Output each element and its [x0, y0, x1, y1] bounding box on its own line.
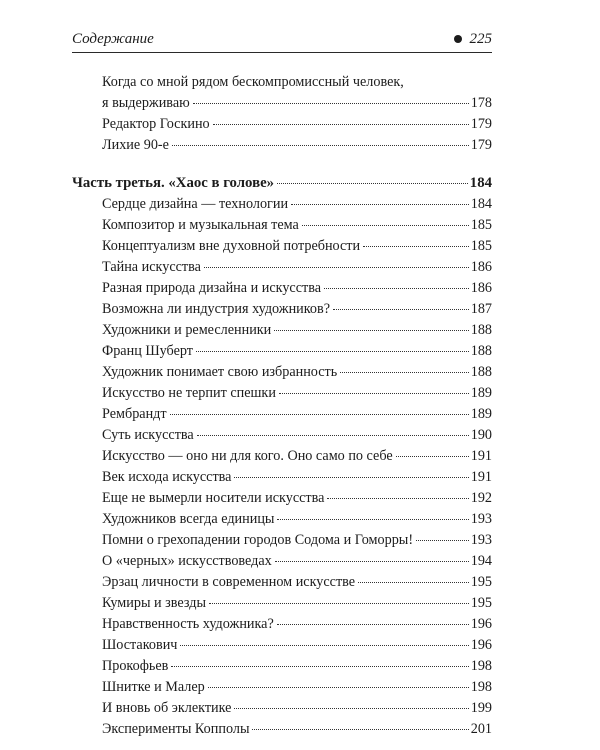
dot-leader	[324, 288, 469, 289]
dot-leader	[274, 330, 468, 331]
toc-entry-page: 192	[470, 490, 492, 506]
toc-entry-page: 185	[470, 238, 492, 254]
toc-entry-title: Композитор и музыкальная тема	[102, 217, 299, 233]
toc-entry-title: Искусство не терпит спешки	[102, 385, 276, 401]
dot-leader	[340, 372, 468, 373]
toc-entry[interactable]	[72, 72, 492, 114]
toc-entry-title: Художник понимает свою избранность	[102, 364, 338, 380]
toc-entry[interactable]	[72, 467, 492, 488]
toc-entry[interactable]	[72, 236, 492, 257]
dot-leader	[204, 267, 469, 268]
toc-entry[interactable]	[72, 114, 492, 135]
toc-entry-title: Шостакович	[102, 637, 178, 653]
table-of-contents	[72, 72, 492, 740]
toc-entry-title: Тайна искусства	[102, 259, 201, 275]
toc-entry-page: 189	[470, 385, 492, 401]
dot-leader	[213, 124, 469, 125]
toc-entry[interactable]	[72, 719, 492, 740]
toc-entry-page: 188	[470, 322, 492, 338]
toc-entry-title: Лихие 90-е	[102, 137, 169, 153]
toc-entry-title: Нравственность художника?	[102, 616, 274, 632]
toc-entry-title: Франц Шуберт	[102, 343, 193, 359]
dot-leader	[277, 183, 468, 184]
running-head	[72, 26, 492, 53]
dot-leader	[180, 645, 468, 646]
toc-entry-title-line1: Когда со мной рядом бескомпромиссный человек,	[102, 74, 404, 90]
toc-entry-title: Эрзац личности в современном искусстве	[102, 574, 356, 590]
toc-entry[interactable]	[72, 635, 492, 656]
toc-entry-title: Век исхода искусства	[102, 469, 232, 485]
toc-entry-title: Искусство — оно ни для кого. Оно само по себе	[102, 448, 393, 464]
toc-entry[interactable]	[72, 299, 492, 320]
toc-entry-title: Художники и ремесленники	[102, 322, 272, 338]
toc-entry-title: Разная природа дизайна и искусства	[102, 280, 322, 296]
dot-leader	[197, 435, 469, 436]
toc-entry-page: 193	[470, 511, 492, 527]
dot-leader	[302, 225, 469, 226]
toc-entry-title: Еще не вымерли носители искусства	[102, 490, 325, 506]
dot-leader	[252, 729, 468, 730]
toc-entry-title: Редактор Госкино	[102, 116, 210, 132]
toc-entry-page: 191	[470, 469, 492, 485]
book-page	[72, 26, 492, 737]
dot-leader	[358, 582, 469, 583]
toc-entry[interactable]	[72, 656, 492, 677]
dot-leader	[279, 393, 469, 394]
toc-entry[interactable]	[72, 551, 492, 572]
toc-entry[interactable]	[72, 530, 492, 551]
toc-entry-page: 195	[470, 574, 492, 590]
toc-entry-title: Концептуализм вне духовной потребности	[102, 238, 361, 254]
toc-entry-title: Возможна ли индустрия художников?	[102, 301, 331, 317]
page-number: 225	[469, 30, 492, 47]
dot-leader	[396, 456, 469, 457]
dot-leader	[209, 603, 469, 604]
dot-leader	[363, 246, 469, 247]
dot-leader	[171, 666, 468, 667]
toc-entry[interactable]	[72, 509, 492, 530]
toc-entry-page: 178	[470, 95, 492, 111]
dot-leader	[234, 477, 468, 478]
toc-entry-page: 195	[470, 595, 492, 611]
toc-entry-page: 185	[470, 217, 492, 233]
toc-entry[interactable]	[72, 278, 492, 299]
toc-entry-page: 190	[470, 427, 492, 443]
toc-part-heading[interactable]	[72, 172, 492, 194]
toc-entry[interactable]	[72, 257, 492, 278]
toc-entry-title: Суть искусства	[102, 427, 194, 443]
toc-entry[interactable]	[72, 446, 492, 467]
toc-entry-page: 193	[470, 532, 492, 548]
section-title: Содержание	[72, 30, 154, 47]
toc-entry[interactable]	[72, 404, 492, 425]
toc-entry[interactable]	[72, 488, 492, 509]
dot-leader	[170, 414, 469, 415]
toc-entry-page: 179	[470, 137, 492, 153]
toc-entry-page: 191	[470, 448, 492, 464]
toc-entry-title: Эксперименты Копполы	[102, 721, 250, 737]
toc-entry[interactable]	[72, 135, 492, 156]
toc-entry[interactable]	[72, 425, 492, 446]
dot-leader	[291, 204, 469, 205]
toc-entry[interactable]	[72, 215, 492, 236]
toc-entry-title: я выдерживаю	[102, 95, 190, 111]
toc-entry-page: 186	[470, 259, 492, 275]
toc-entry-page: 194	[470, 553, 492, 569]
toc-entry[interactable]	[72, 572, 492, 593]
dot-leader	[327, 498, 468, 499]
toc-entry-page: 186	[470, 280, 492, 296]
toc-entry-title: Кумиры и звезды	[102, 595, 206, 611]
toc-entry[interactable]	[72, 341, 492, 362]
toc-entry-title: Прокофьев	[102, 658, 169, 674]
toc-entry[interactable]	[72, 593, 492, 614]
toc-entry-title: Часть третья. «Хаос в голове»	[72, 175, 275, 191]
dot-leader	[275, 561, 469, 562]
bullet-icon	[454, 35, 462, 43]
dot-leader	[277, 519, 468, 520]
toc-entry-page: 188	[470, 343, 492, 359]
toc-entry[interactable]	[72, 698, 492, 719]
toc-entry-title: Рембрандт	[102, 406, 167, 422]
page-number-group	[454, 31, 493, 48]
dot-leader	[234, 708, 468, 709]
toc-entry-page: 198	[470, 679, 492, 695]
toc-entry-page: 201	[470, 721, 492, 737]
toc-entry-page: 199	[470, 700, 492, 716]
dot-leader	[196, 351, 469, 352]
toc-entry-page: 187	[470, 301, 492, 317]
toc-entry-page: 188	[470, 364, 492, 380]
toc-entry-title: Помни о грехопадении городов Содома и Гоморры!	[102, 532, 414, 548]
dot-leader	[193, 103, 469, 104]
dot-leader	[416, 540, 469, 541]
toc-entry-page: 189	[470, 406, 492, 422]
toc-entry-page: 184	[470, 196, 492, 212]
dot-leader	[208, 687, 469, 688]
toc-entry[interactable]	[72, 383, 492, 404]
dot-leader	[277, 624, 469, 625]
toc-entry[interactable]	[72, 677, 492, 698]
toc-entry[interactable]	[72, 614, 492, 635]
toc-entry-title: Художников всегда единицы	[102, 511, 275, 527]
toc-entry[interactable]	[72, 320, 492, 341]
toc-entry-page: 179	[470, 116, 492, 132]
toc-entry-title: И вновь об эклектике	[102, 700, 232, 716]
toc-entry-page: 184	[469, 175, 492, 191]
toc-entry-page: 198	[470, 658, 492, 674]
toc-entry[interactable]	[72, 194, 492, 215]
toc-entry-page: 196	[470, 637, 492, 653]
toc-entry-page: 196	[470, 616, 492, 632]
toc-entry-title: Сердце дизайна — технологии	[102, 196, 289, 212]
dot-leader	[333, 309, 469, 310]
toc-entry[interactable]	[72, 362, 492, 383]
dot-leader	[172, 145, 469, 146]
toc-entry-title: О «черных» искусствоведах	[102, 553, 272, 569]
toc-entry-title: Шнитке и Малер	[102, 679, 205, 695]
